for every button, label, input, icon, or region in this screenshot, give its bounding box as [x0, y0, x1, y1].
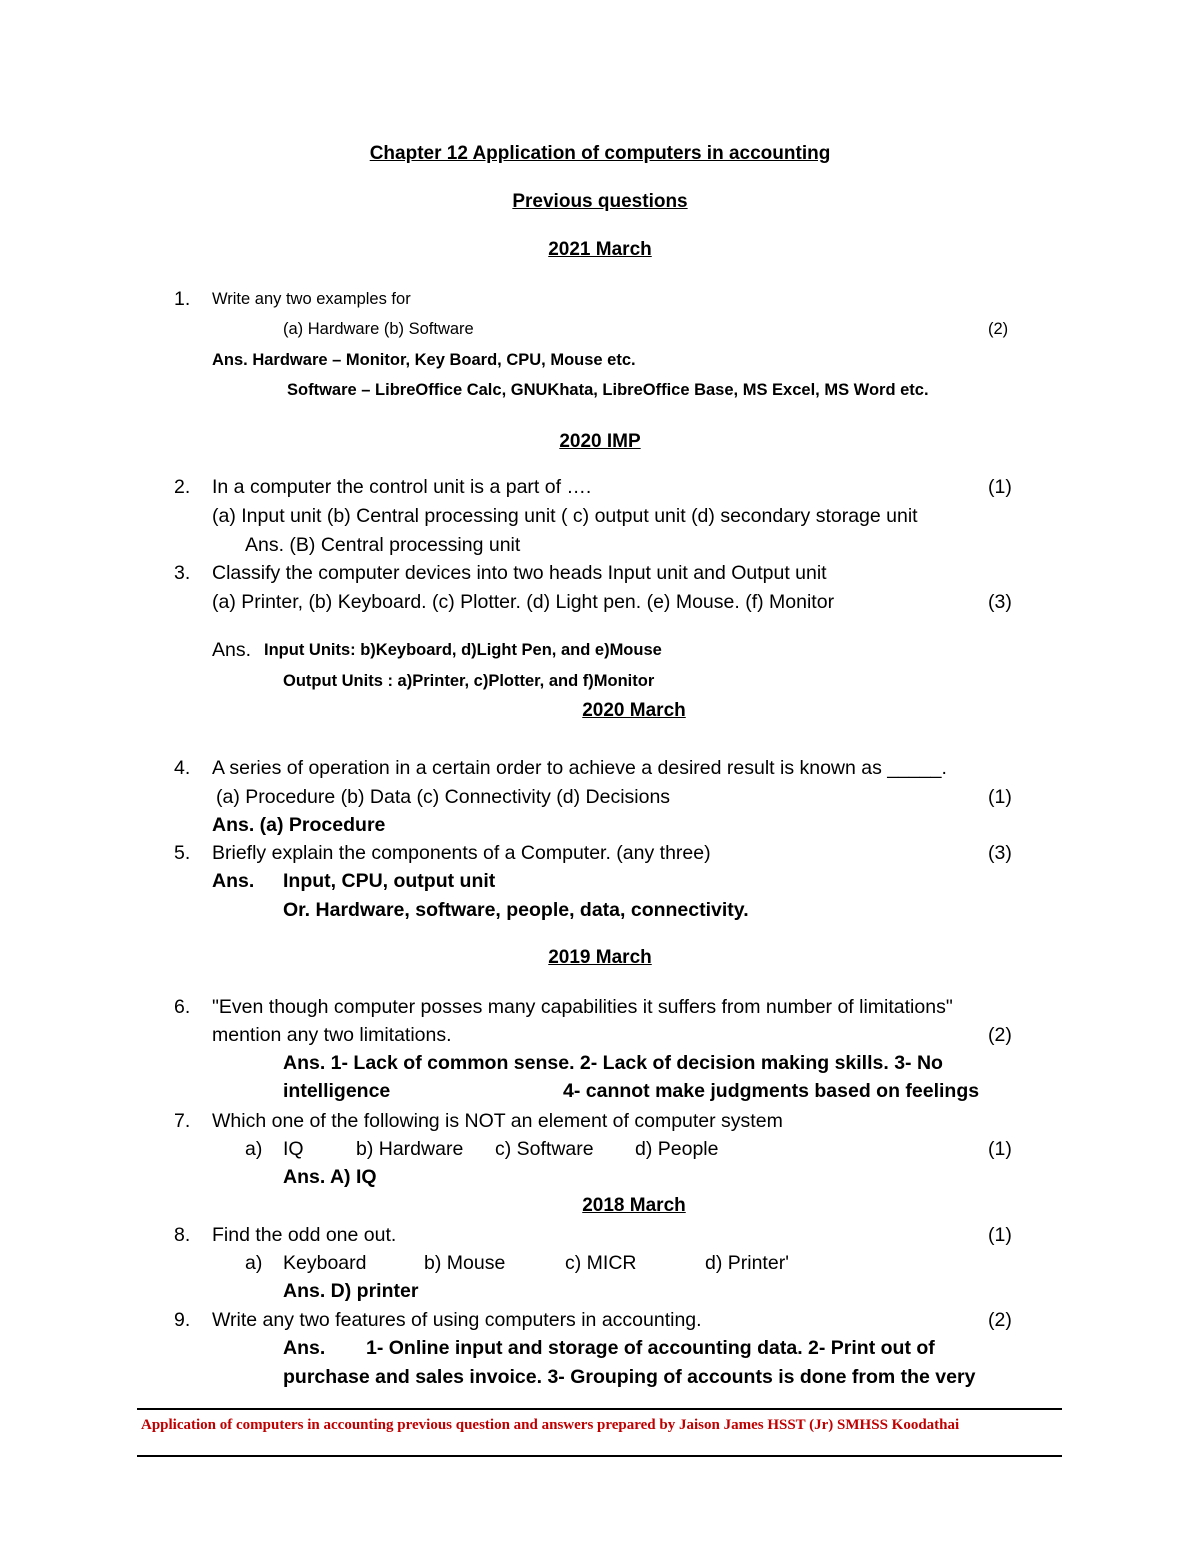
question-6-marks: (2) — [988, 1024, 1012, 1046]
question-number: 3. — [174, 562, 191, 584]
question-8-option-b: b) Mouse — [424, 1252, 506, 1274]
question-5-marks: (3) — [988, 842, 1012, 864]
question-7-answer: Ans. A) IQ — [283, 1166, 377, 1188]
question-9-answer-line-1: 1- Online input and storage of accounting data. 2- Print out of — [366, 1337, 935, 1359]
question-2-text: In a computer the control unit is a part of …. — [212, 476, 592, 498]
question-7-option-a-label: a) — [245, 1138, 263, 1160]
question-1-marks: (2) — [988, 320, 1009, 338]
question-9-text: Write any two features of using computers in accounting. — [212, 1309, 702, 1331]
question-number: 2. — [174, 476, 191, 498]
section-heading-2019-march: 2019 March — [548, 947, 652, 968]
question-5-answer-prefix: Ans. — [212, 870, 255, 892]
question-7-marks: (1) — [988, 1138, 1012, 1160]
question-6-answer-line-1: Ans. 1- Lack of common sense. 2- Lack of decision making skills. 3- No — [283, 1052, 943, 1074]
question-number: 8. — [174, 1224, 191, 1246]
question-6-answer-line-2b: 4- cannot make judgments based on feelings — [563, 1080, 980, 1102]
section-heading-2021-march: 2021 March — [548, 239, 652, 260]
question-1-options: (a) Hardware (b) Software — [283, 320, 474, 338]
question-4-answer: Ans. (a) Procedure — [212, 814, 386, 836]
question-number: 9. — [174, 1309, 191, 1331]
question-8-answer: Ans. D) printer — [283, 1280, 419, 1302]
question-number: 7. — [174, 1110, 191, 1132]
question-1-answer-software: Software – LibreOffice Calc, GNUKhata, LibreOffice Base, MS Excel, MS Word etc. — [287, 381, 929, 399]
question-8-option-d: d) Printer' — [705, 1252, 789, 1274]
question-9-answer-line-2: purchase and sales invoice. 3- Grouping of accounts is done from the very — [283, 1366, 976, 1388]
section-heading-2020-march: 2020 March — [582, 700, 686, 721]
question-3-answer-output-units: Output Units : a)Printer, c)Plotter, and f)Monitor — [283, 672, 655, 690]
question-3-options: (a) Printer, (b) Keyboard. (c) Plotter. (d) Light pen. (e) Mouse. (f) Monitor — [212, 591, 835, 613]
document-subtitle: Previous questions — [512, 191, 688, 212]
question-7-option-b: b) Hardware — [356, 1138, 464, 1160]
question-7-option-c: c) Software — [495, 1138, 594, 1160]
question-1-answer-hardware: Ans. Hardware – Monitor, Key Board, CPU, Mouse etc. — [212, 351, 636, 369]
question-6-text-line-1: "Even though computer posses many capabilities it suffers from number of limitations" — [212, 996, 953, 1018]
question-4-marks: (1) — [988, 786, 1012, 808]
question-9-answer-prefix: Ans. — [283, 1337, 326, 1359]
question-5-answer-line-1: Input, CPU, output unit — [283, 870, 496, 892]
question-8-option-a: Keyboard — [283, 1252, 367, 1274]
question-8-option-a-label: a) — [245, 1252, 263, 1274]
question-2-options: (a) Input unit (b) Central processing unit ( c) output unit (d) secondary storage unit — [212, 505, 918, 527]
question-3-answer-prefix: Ans. — [212, 639, 252, 661]
question-5-answer-line-2: Or. Hardware, software, people, data, connectivity. — [283, 899, 749, 921]
question-7-option-d: d) People — [635, 1138, 719, 1160]
question-3-marks: (3) — [988, 591, 1012, 613]
footer-text: Application of computers in accounting previous question and answers prepared by Jaison James HSST (Jr) SMHSS Koodathai — [141, 1417, 960, 1433]
question-number: 1. — [174, 288, 191, 310]
question-7-option-a: IQ — [283, 1138, 304, 1160]
question-3-answer-input-units: Input Units: b)Keyboard, d)Light Pen, and e)Mouse — [264, 641, 662, 659]
question-8-marks: (1) — [988, 1224, 1012, 1246]
question-4-options: (a) Procedure (b) Data (c) Connectivity (d) Decisions — [216, 786, 671, 808]
question-6-text-line-2: mention any two limitations. — [212, 1024, 452, 1046]
question-9-marks: (2) — [988, 1309, 1012, 1331]
section-heading-2020-imp: 2020 IMP — [559, 431, 641, 452]
footer-bottom-rule — [137, 1455, 1062, 1457]
question-3-text: Classify the computer devices into two heads Input unit and Output unit — [212, 562, 827, 584]
question-4-text: A series of operation in a certain order to achieve a desired result is known as _____. — [212, 757, 947, 779]
question-7-text: Which one of the following is NOT an element of computer system — [212, 1110, 783, 1132]
question-1-text: Write any two examples for — [212, 290, 411, 308]
document-title: Chapter 12 Application of computers in accounting — [369, 143, 831, 164]
question-number: 6. — [174, 996, 191, 1018]
question-number: 4. — [174, 757, 191, 779]
section-heading-2018-march: 2018 March — [582, 1195, 686, 1216]
question-8-text: Find the odd one out. — [212, 1224, 397, 1246]
question-8-option-c: c) MICR — [565, 1252, 637, 1274]
question-number: 5. — [174, 842, 191, 864]
question-2-answer: Ans. (B) Central processing unit — [245, 534, 521, 556]
question-5-text: Briefly explain the components of a Computer. (any three) — [212, 842, 711, 864]
question-2-marks: (1) — [988, 476, 1012, 498]
footer-top-rule — [137, 1408, 1062, 1410]
question-6-answer-line-2a: intelligence — [283, 1080, 391, 1102]
